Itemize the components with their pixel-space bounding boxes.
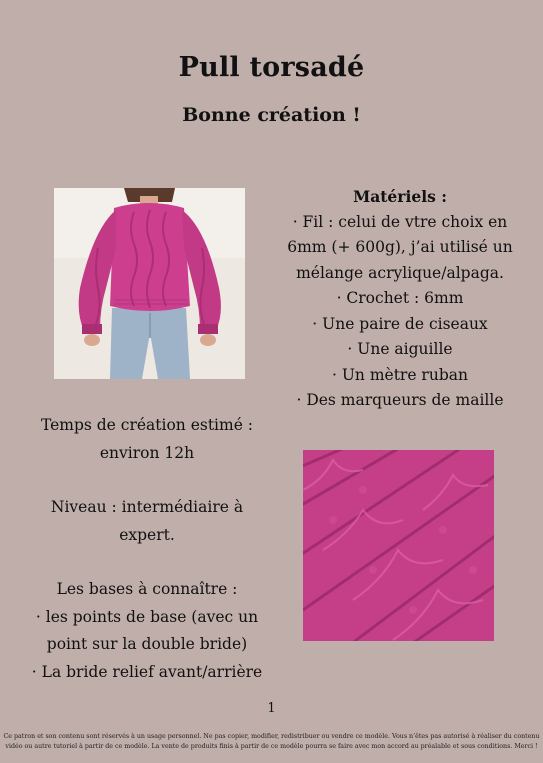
page-number: 1: [267, 701, 276, 716]
time-estimate-label: Temps de création estimé :: [40, 416, 254, 434]
materials-line: · Des marqueurs de maille: [296, 391, 504, 409]
materials-list: [270, 184, 530, 414]
copyright-line: Ce patron et son contenu sont réservés à un usage personnel. Ne pas copier, modifier, redistribuer ou vendre ce modèle. Vous n’êtes pas autorisé à réaliser du contenu: [3, 733, 540, 740]
materials-line: · Un mètre ruban: [332, 365, 468, 384]
sweater-photo: [54, 188, 245, 379]
basics-item: · La bride relief avant/arrière: [31, 662, 263, 681]
document-subtitle: Bonne création !: [182, 104, 361, 126]
stitch-closeup-photo: [303, 450, 494, 641]
copyright-line: vidéo ou autre tutoriel à partir de ce modèle. La vente de produits finis à partir de ce modèle pourra se faire avec mon accord au préalable et sous conditions. Merci !: [5, 743, 538, 750]
time-estimate-value: environ 12h: [99, 443, 195, 462]
materials-line: · Une aiguille: [347, 340, 453, 358]
pattern-details: [22, 412, 272, 686]
basics-item: · les points de base (avec un: [35, 607, 259, 626]
materials-line: · Crochet : 6mm: [336, 289, 464, 307]
level-label: Niveau : intermédiaire à: [50, 498, 244, 516]
basics-heading: Les bases à connaître :: [56, 580, 238, 598]
materials-line: · Une paire de ciseaux: [312, 314, 488, 333]
materials-line: · Fil : celui de vtre choix en: [292, 212, 508, 231]
level-value: expert.: [119, 525, 175, 544]
materials-heading: Matériels :: [353, 187, 447, 206]
materials-line: mélange acrylique/alpaga.: [296, 263, 504, 282]
document-title: Pull torsadé: [178, 52, 365, 83]
materials-line: 6mm (+ 600g), j’ai utilisé un: [287, 238, 513, 256]
basics-item: point sur la double bride): [46, 635, 248, 653]
copyright-notice: [0, 732, 543, 752]
